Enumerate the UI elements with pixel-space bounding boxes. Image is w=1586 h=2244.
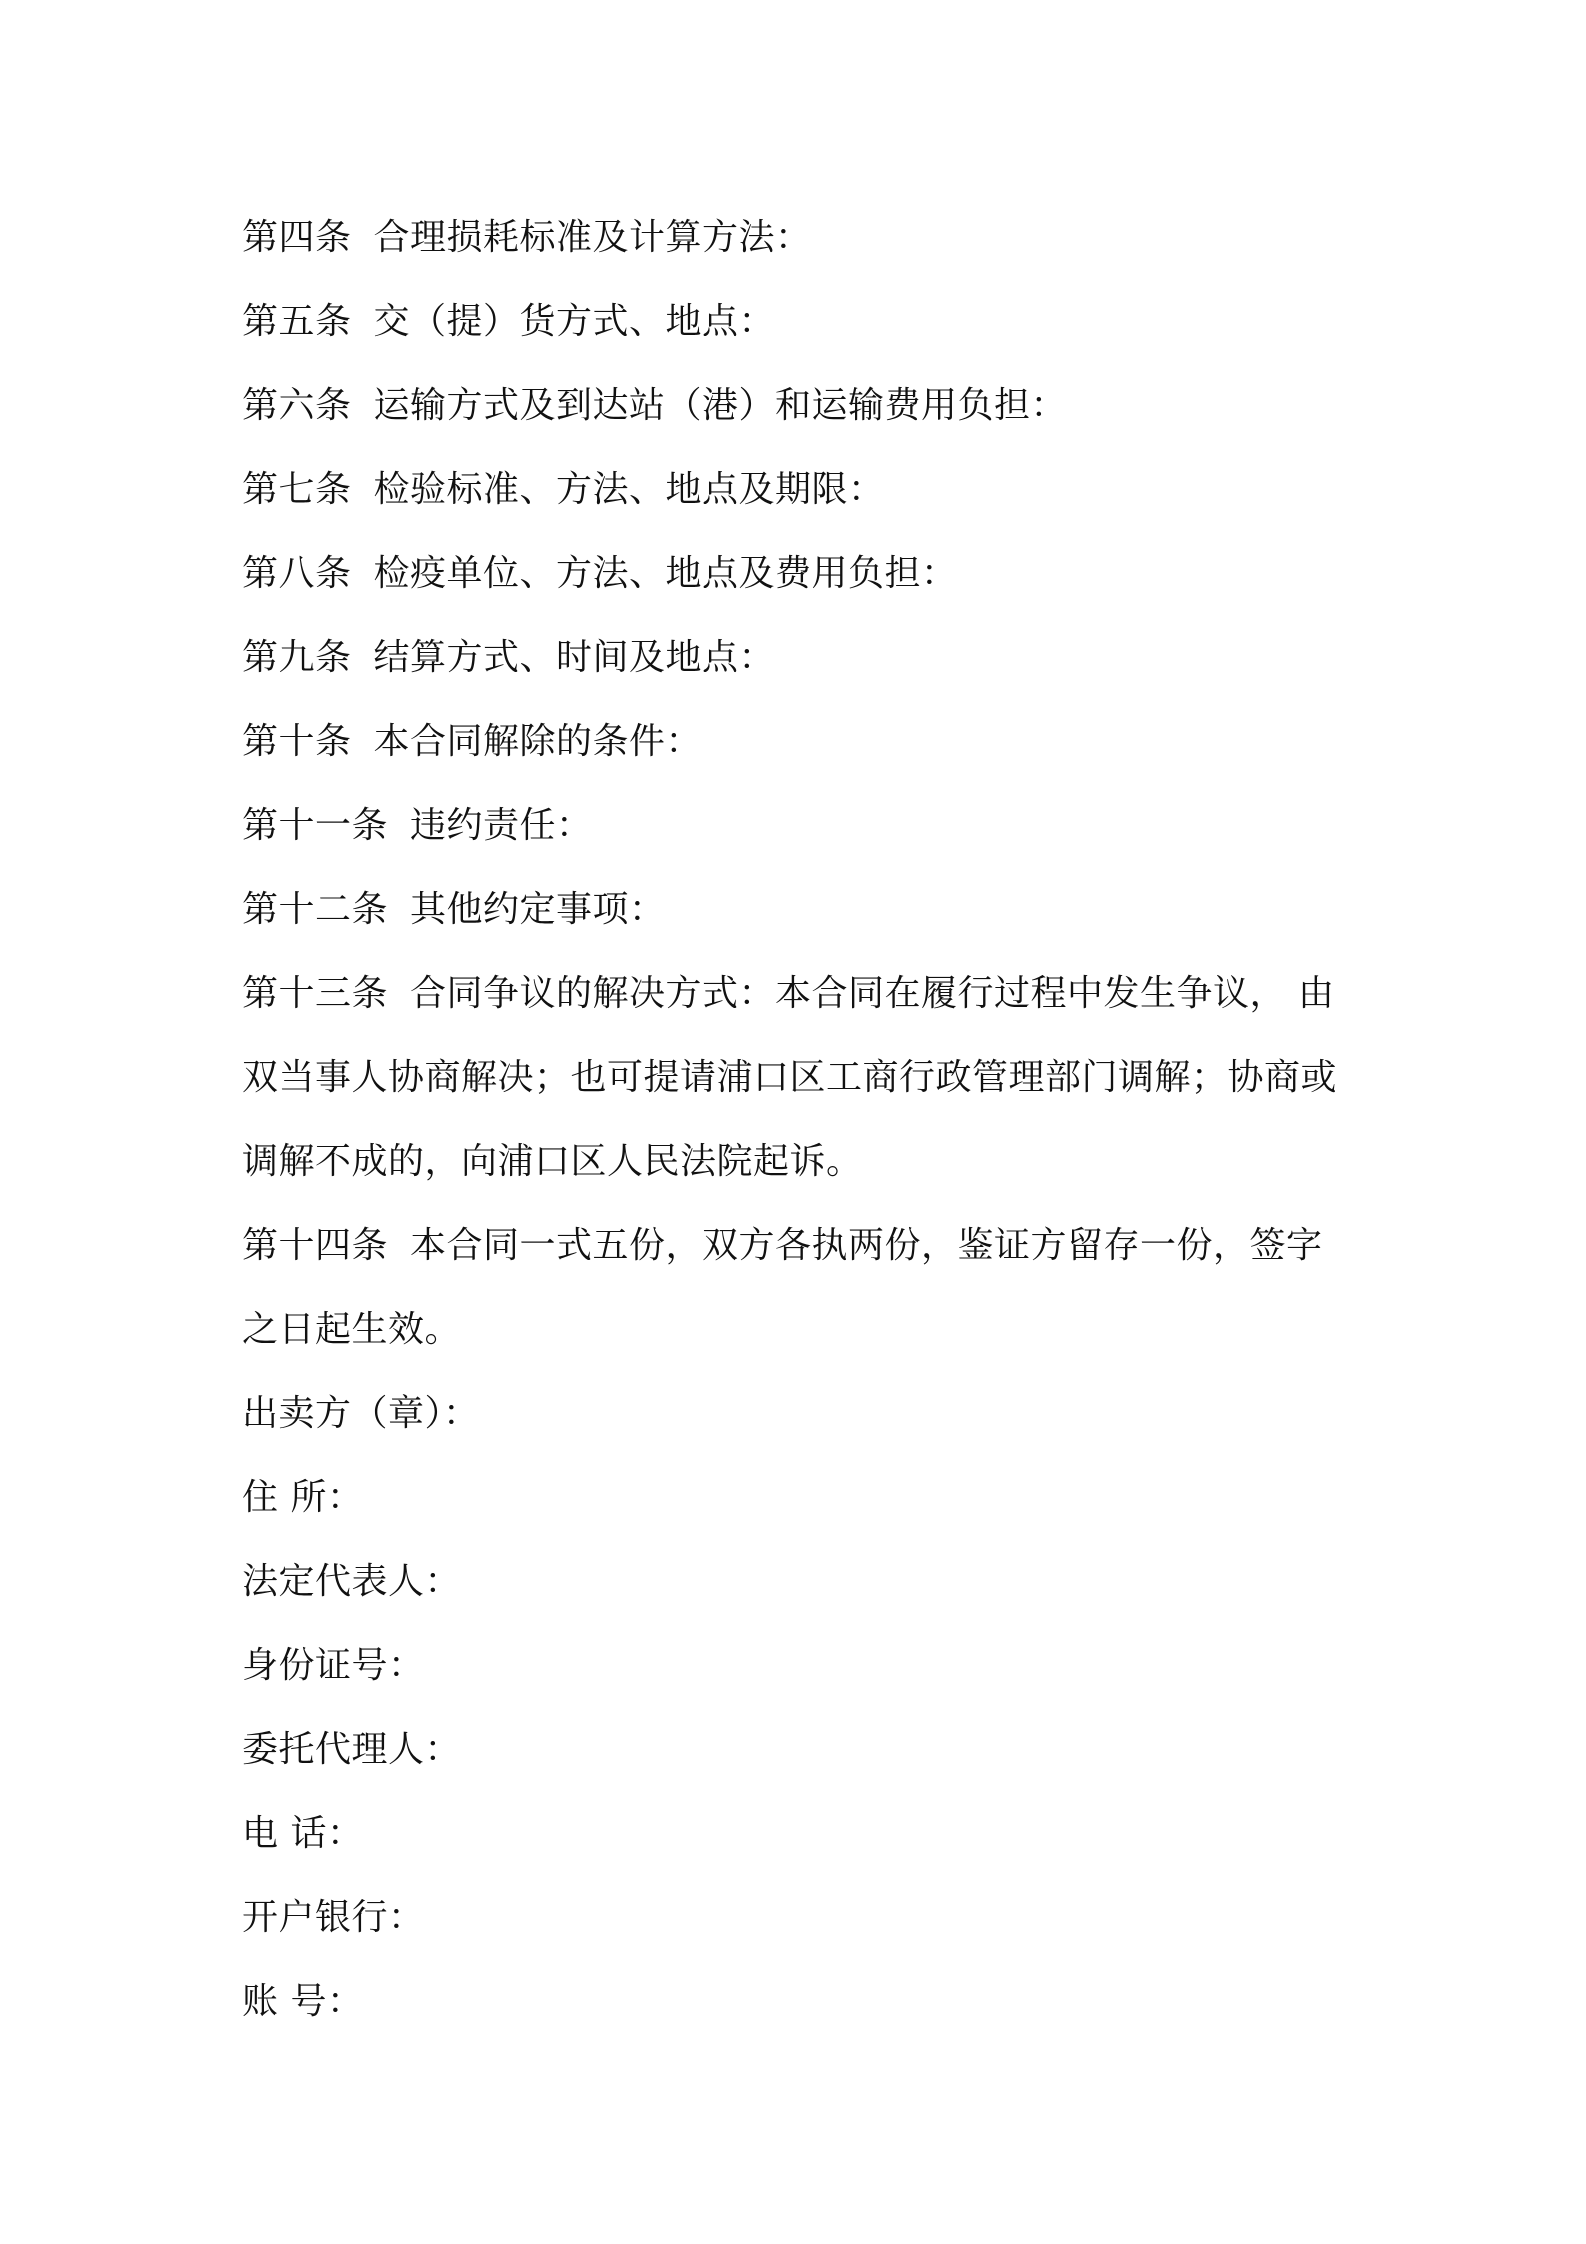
field-label: 委托代理人： bbox=[242, 1729, 462, 1770]
article-text: 合同争议的解决方式：本合同在履行过程中发生争议， 由 bbox=[410, 973, 1335, 1014]
bank-field bbox=[242, 1876, 1362, 1960]
article-13-cont-2 bbox=[242, 1120, 1362, 1204]
article-14-cont bbox=[242, 1288, 1362, 1372]
article-7 bbox=[242, 448, 1362, 532]
agent-field bbox=[242, 1708, 1362, 1792]
field-label: 住 所： bbox=[242, 1477, 364, 1518]
article-text: 交（提）货方式、地点： bbox=[373, 301, 776, 342]
article-6 bbox=[242, 364, 1362, 448]
article-text: 之日起生效。 bbox=[242, 1309, 462, 1350]
article-text: 调解不成的，向浦口区人民法院起诉。 bbox=[242, 1141, 863, 1182]
article-12 bbox=[242, 868, 1362, 952]
account-field bbox=[242, 1960, 1362, 2044]
field-label: 开户银行： bbox=[242, 1897, 425, 1938]
article-text: 本合同一式五份，双方各执两份，鉴证方留存一份，签字 bbox=[410, 1225, 1323, 1266]
article-text: 本合同解除的条件： bbox=[373, 721, 703, 762]
article-label: 第十二条 bbox=[242, 889, 389, 930]
field-label: 身份证号： bbox=[242, 1645, 425, 1686]
article-label: 第六条 bbox=[242, 385, 352, 426]
article-10 bbox=[242, 700, 1362, 784]
field-label: 电 话： bbox=[242, 1813, 364, 1854]
article-5 bbox=[242, 280, 1362, 364]
article-text: 其他约定事项： bbox=[410, 889, 666, 930]
article-9 bbox=[242, 616, 1362, 700]
article-8 bbox=[242, 532, 1362, 616]
article-13 bbox=[242, 952, 1362, 1036]
document-body bbox=[242, 196, 1362, 2044]
seller-seal-field bbox=[242, 1372, 1362, 1456]
article-text: 合理损耗标准及计算方法： bbox=[373, 217, 812, 258]
article-label: 第八条 bbox=[242, 553, 352, 594]
field-label: 法定代表人： bbox=[242, 1561, 462, 1602]
address-field bbox=[242, 1456, 1362, 1540]
article-text: 双当事人协商解决；也可提请浦口区工商行政管理部门调解；协商或 bbox=[242, 1057, 1338, 1098]
article-label: 第十条 bbox=[242, 721, 352, 762]
article-11 bbox=[242, 784, 1362, 868]
article-text: 违约责任： bbox=[410, 805, 593, 846]
article-label: 第十四条 bbox=[242, 1225, 389, 1266]
article-label: 第五条 bbox=[242, 301, 352, 342]
article-text: 检疫单位、方法、地点及费用负担： bbox=[373, 553, 958, 594]
field-label: 出卖方（章）： bbox=[242, 1393, 480, 1434]
article-label: 第十一条 bbox=[242, 805, 389, 846]
article-text: 结算方式、时间及地点： bbox=[373, 637, 776, 678]
article-14 bbox=[242, 1204, 1362, 1288]
article-4 bbox=[242, 196, 1362, 280]
article-label: 第七条 bbox=[242, 469, 352, 510]
article-text: 运输方式及到达站（港）和运输费用负担： bbox=[373, 385, 1068, 426]
id-number-field bbox=[242, 1624, 1362, 1708]
article-text: 检验标准、方法、地点及期限： bbox=[373, 469, 885, 510]
article-label: 第四条 bbox=[242, 217, 352, 258]
phone-field bbox=[242, 1792, 1362, 1876]
field-label: 账 号： bbox=[242, 1981, 364, 2022]
legal-representative-field bbox=[242, 1540, 1362, 1624]
article-label: 第十三条 bbox=[242, 973, 389, 1014]
article-label: 第九条 bbox=[242, 637, 352, 678]
article-13-cont-1 bbox=[242, 1036, 1362, 1120]
